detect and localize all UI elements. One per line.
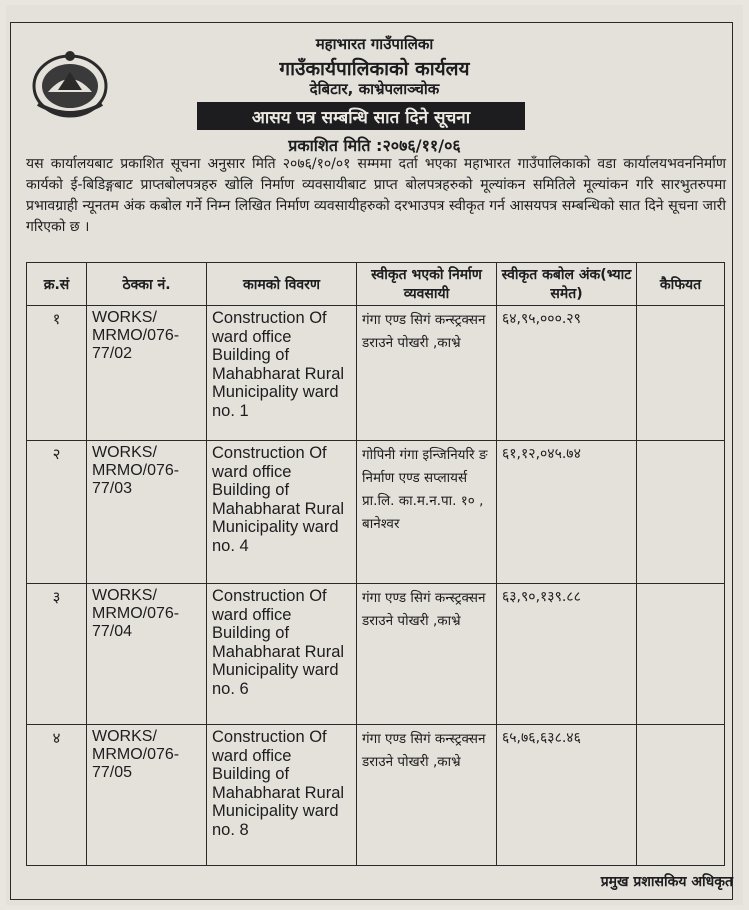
notice-title: आसय पत्र सम्बन्धि सात दिने सूचना: [197, 102, 525, 130]
cell-remarks: [637, 584, 725, 725]
cell-contractor: गंगा एण्ड सिगं कन्स्ट्रक्सन डराउने पोखरी ,काभ्रे: [357, 306, 497, 441]
intro-paragraph: यस कार्यालयबाट प्रकाशित सूचना अनुसार मिति २०७६/१०/०१ सम्ममा दर्ता भएका महाभारत गाउँपालिकाको वडा कार्यालयभवननिर्माण कार्यको ई-बिडिङ्गबाट प्राप्तबोलपत्रहरु खोलि निर्माण व्यवसायीबाट प्राप्त बोलपत्रहरुको मूल्यांकन समितिले मूल्यांकन गरि सारभुतरुपमा प्रभावग्राही न्यूनतम अंक कबोल गर्ने निम्न लिखित निर्माण व्यवसायीहरुको दरभाउपत्र स्वीकृत गर्न आसयपत्र सम्बन्धिको सात दिने सूचना जारी गरिएको छ ।: [26, 156, 726, 235]
cell-remarks: [637, 725, 725, 866]
cell-contract-no: WORKS/ MRMO/076-77/03: [87, 441, 207, 584]
cell-sn: ४: [27, 725, 87, 866]
table-header-row: [27, 263, 725, 306]
col-header-description: कामको विवरण: [207, 263, 357, 306]
cell-sn: २: [27, 441, 87, 584]
col-header-sn: क्र.सं: [27, 263, 87, 306]
cell-description: Construction Of ward office Building of Mahabharat Rural Municipality ward no. 1: [207, 306, 357, 441]
table-row: [27, 306, 725, 441]
cell-amount: ६१,१२,०४५.७४: [497, 441, 637, 584]
cell-sn: १: [27, 306, 87, 441]
cell-contractor: गंगा एण्ड सिगं कन्स्ट्रक्सन डराउने पोखरी ,काभ्रे: [357, 725, 497, 866]
cell-contract-no: WORKS/ MRMO/076-77/04: [87, 584, 207, 725]
cell-description: Construction Of ward office Building of Mahabharat Rural Municipality ward no. 4: [207, 441, 357, 584]
municipality-name: महाभारत गाउँपालिका: [315, 35, 434, 53]
col-header-contract-no: ठेक्का नं.: [87, 263, 207, 306]
office-address: देबिटार, काभ्रेपलाञ्चोक: [309, 80, 440, 98]
cell-amount: ६३,९०,१३९.८८: [497, 584, 637, 725]
cell-amount: ६४,९५,०००.२९: [497, 306, 637, 441]
cell-contractor: गंगा एण्ड सिगं कन्स्ट्रक्सन डराउने पोखरी ,काभ्रे: [357, 584, 497, 725]
cell-amount: ६५,७६,६३८.४६: [497, 725, 637, 866]
awarded-works-table: [26, 262, 725, 866]
cell-contract-no: WORKS/ MRMO/076-77/02: [87, 306, 207, 441]
publish-date: प्रकाशित मिति :२०७६/११/०६: [288, 136, 461, 155]
cell-contract-no: WORKS/ MRMO/076-77/05: [87, 725, 207, 866]
cell-remarks: [637, 306, 725, 441]
signature-designation: प्रमुख प्रशासकिय अधिकृत: [600, 874, 733, 890]
col-header-amount: स्वीकृत कबोल अंक(भ्याट समेत): [497, 263, 637, 306]
office-name: गाउँकार्यपालिकाको कार्यलय: [279, 58, 470, 80]
cell-remarks: [637, 441, 725, 584]
cell-description: Construction Of ward office Building of Mahabharat Rural Municipality ward no. 8: [207, 725, 357, 866]
table-row: [27, 584, 725, 725]
cell-description: Construction Of ward office Building of Mahabharat Rural Municipality ward no. 6: [207, 584, 357, 725]
col-header-remarks: कैफियत: [637, 263, 725, 306]
table-row: [27, 441, 725, 584]
cell-contractor: गोपिनी गंगा इन्जिनियरि ङ निर्माण एण्ड सप्लायर्स प्रा.लि. का.म.न.पा. १० , बानेश्वर: [357, 441, 497, 584]
table-row: [27, 725, 725, 866]
col-header-contractor: स्वीकृत भएको निर्माण व्यवसायी: [357, 263, 497, 306]
cell-sn: ३: [27, 584, 87, 725]
